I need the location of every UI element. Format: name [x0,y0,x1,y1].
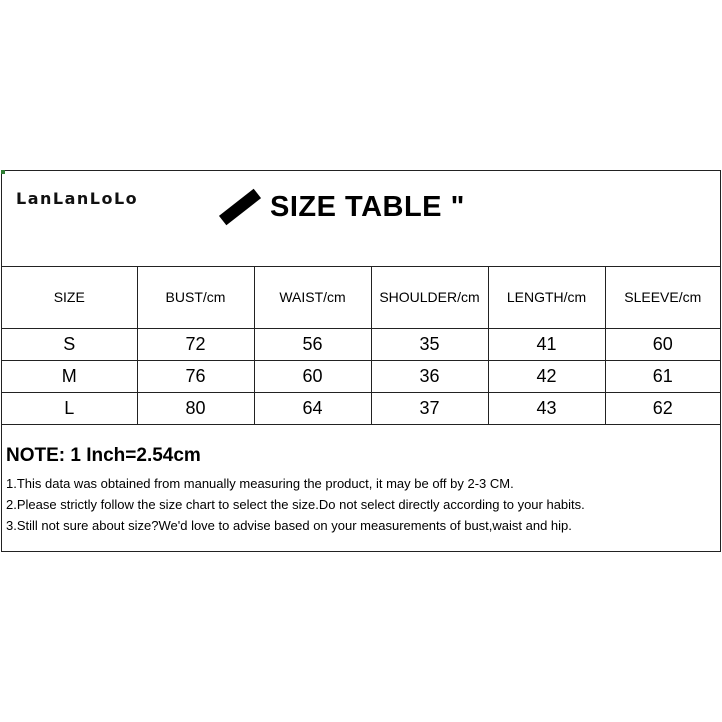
table-cell: M [2,361,137,393]
table-cell: 72 [137,329,254,361]
header-size: SIZE [2,266,137,329]
table-cell: 80 [137,393,254,425]
chart-header [2,171,720,267]
table-cell: 60 [254,361,371,393]
header-bust: BUST/cm [137,266,254,329]
notes-section [6,441,716,536]
slash-decoration [219,189,261,226]
note-line: 3.Still not sure about size?We'd love to advise based on your measurements of bust,waist and hip. [6,518,572,533]
brand-logo: LanLanLoLo [16,189,139,208]
table-cell: 43 [488,393,605,425]
header-length: LENGTH/cm [488,266,605,329]
table-cell: L [2,393,137,425]
note-title: NOTE: 1 Inch=2.54cm [6,445,201,466]
table-cell: 42 [488,361,605,393]
table-row [2,393,720,425]
size-chart-sheet [1,170,721,552]
note-line: 2.Please strictly follow the size chart to select the size.Do not select directly according to your habits. [6,497,585,512]
table-cell: 61 [605,361,720,393]
table-cell: 64 [254,393,371,425]
table-cell: 60 [605,329,720,361]
table-row [2,329,720,361]
table-cell: 76 [137,361,254,393]
table-cell: 41 [488,329,605,361]
header-sleeve: SLEEVE/cm [605,266,720,329]
table-header-row [2,266,720,329]
header-shoulder: SHOULDER/cm [371,266,488,329]
size-table [2,266,720,425]
table-row [2,361,720,393]
header-waist: WAIST/cm [254,266,371,329]
table-cell: 37 [371,393,488,425]
table-cell: 62 [605,393,720,425]
page-title: SIZE TABLE " [270,191,465,223]
table-cell: S [2,329,137,361]
note-line: 1.This data was obtained from manually measuring the product, it may be off by 2-3 CM. [6,476,514,491]
table-cell: 36 [371,361,488,393]
table-cell: 56 [254,329,371,361]
table-cell: 35 [371,329,488,361]
